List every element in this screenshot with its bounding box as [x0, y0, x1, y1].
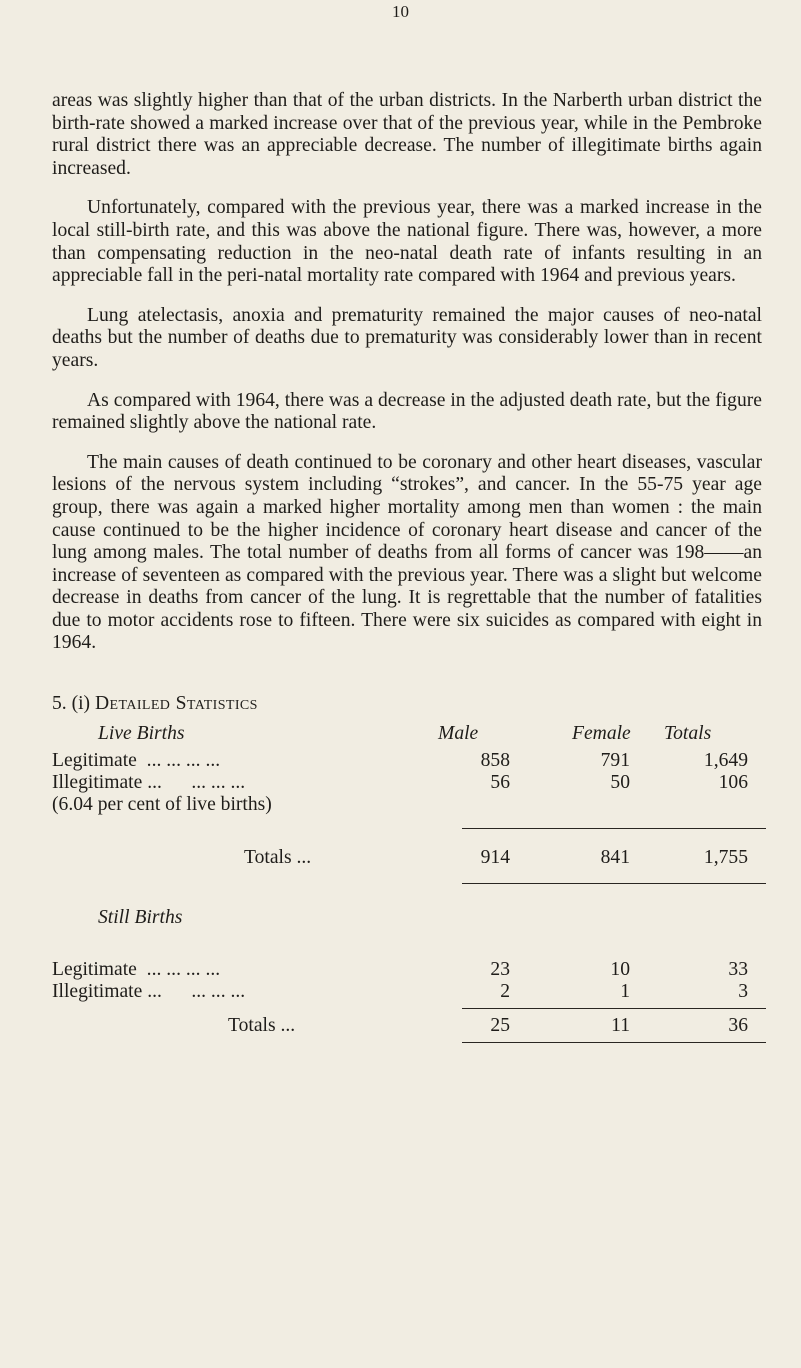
column-header-female: Female: [572, 723, 631, 744]
table-rule: [462, 883, 766, 884]
row-label: Legitimate ... ... ... ...: [52, 750, 221, 771]
cell-total: 106: [718, 772, 748, 793]
cell-male: 23: [490, 959, 510, 980]
cell-total: 3: [738, 981, 748, 1002]
cell-male: 2: [500, 981, 510, 1002]
section-heading: [52, 692, 258, 715]
table-note-row: [0, 793, 801, 817]
table-note: (6.04 per cent of live births): [52, 794, 272, 815]
table-row: [0, 749, 801, 773]
paragraph: As compared with 1964, there was a decrease in the adjusted death rate, but the figure remained slightly above the national rate.: [52, 389, 762, 434]
cell-female: 1: [620, 981, 630, 1002]
still-births-heading: Still Births: [98, 907, 183, 928]
totals-label: Totals ...: [244, 847, 312, 868]
totals-row: [0, 1014, 801, 1038]
cell-male: 914: [480, 847, 510, 868]
cell-female: 50: [610, 772, 630, 793]
cell-male: 25: [490, 1015, 510, 1036]
cell-female: 841: [600, 847, 630, 868]
section-title: Detailed Statistics: [95, 693, 258, 714]
row-label: Legitimate ... ... ... ...: [52, 959, 221, 980]
cell-total: 33: [728, 959, 748, 980]
cell-female: 791: [600, 750, 630, 771]
page-number: 10: [392, 2, 409, 21]
paragraph: areas was slightly higher than that of the urban districts. In the Narberth urban district the birth-rate showed a marked increase over that of the previous year, while in the Pembroke rural district there was an appreciable decrease. The number of illegitimate births again increased.: [52, 90, 762, 179]
table-row: [0, 771, 801, 795]
cell-total: 36: [728, 1015, 748, 1036]
column-header-male: Male: [438, 723, 479, 744]
cell-total: 1,755: [703, 847, 748, 868]
table-rule: [462, 1008, 766, 1009]
body-text: [52, 90, 762, 672]
column-header-totals: Totals: [664, 723, 712, 744]
table-rule: [462, 1042, 766, 1043]
row-label: Illegitimate ... ... ... ...: [52, 772, 246, 793]
row-label: Illegitimate ... ... ... ...: [52, 981, 246, 1002]
totals-label: Totals ...: [228, 1015, 296, 1036]
live-births-heading: Live Births: [98, 723, 185, 744]
table-row: [0, 958, 801, 982]
paragraph: Unfortunately, compared with the previous year, there was a marked increase in the local still-birth rate, and this was above the national figure. There was, however, a more than compensating reduction in the neo-natal death rate of infants resulting in an appreciable fall in the peri-natal mortality rate compared with 1964 and previous years.: [52, 197, 762, 287]
still-births-header-row: [0, 906, 801, 930]
cell-total: 1,649: [703, 750, 748, 771]
cell-female: 10: [610, 959, 630, 980]
cell-male: 858: [480, 750, 510, 771]
table-row: [0, 980, 801, 1004]
paragraph: Lung atelectasis, anoxia and prematurity remained the major causes of neo-natal deaths but the number of deaths due to prematurity was considerably lower than in recent years.: [52, 304, 762, 371]
section-number: 5. (i): [52, 693, 91, 714]
cell-female: 11: [611, 1015, 630, 1036]
table-rule: [462, 828, 766, 829]
totals-row: [0, 846, 801, 870]
cell-male: 56: [490, 772, 510, 793]
live-births-header-row: [0, 722, 801, 746]
paragraph: The main causes of death continued to be coronary and other heart diseases, vascular lesions of the nervous system including “strokes”, and cancer. In the 55-75 year age group, there was again a marked higher mortality among men than women : the main cause continued to be the higher incidence of coronary heart disease and cancer of the lung among males. The total number of deaths from all forms of cancer was 198——an increase of seventeen as compared with the previous year. There was a slight but welcome decrease in deaths from cancer of the lung. It is regrettable that the number of fatalities due to motor accidents rose to fifteen. There were six suicides as compared with eight in 1964.: [52, 451, 762, 654]
